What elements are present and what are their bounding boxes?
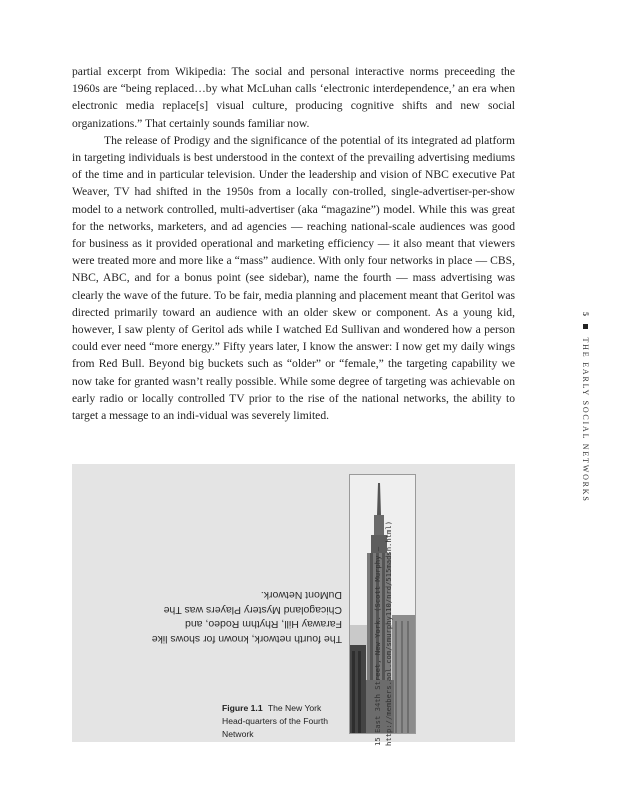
sidebar-text: The fourth network, known for shows like Faraway Hill, Rhythm Rodeo, and Chicagoland Mystery Players was The DuMont Network. bbox=[151, 589, 342, 645]
figure-caption-text: The New York Head-quarters of the Fourth Network bbox=[222, 703, 329, 739]
sidebar-box bbox=[72, 464, 515, 742]
paragraph: partial excerpt from Wikipedia: The social and personal interactive norms preceeding the 1960s are “being replaced…by what McLuhan calls ‘electronic interdependence,’ an era when electronic media replace[s] visual culture, producing cognitive shifts and new social organizations.” That certainly sounds familiar now. bbox=[72, 65, 515, 130]
page-number: 5 bbox=[581, 312, 590, 316]
figure-label: Figure 1.1 bbox=[222, 703, 263, 713]
square-bullet-icon bbox=[583, 324, 588, 329]
figure-caption bbox=[222, 702, 340, 741]
running-head-title: THE EARLY SOCIAL NETWORKS bbox=[581, 337, 590, 503]
running-head bbox=[581, 312, 590, 503]
body-text bbox=[72, 63, 515, 424]
paragraph: The release of Prodigy and the significance of the potential of its integrated ad platform in targeting individuals is best understood in the context of the prevailing advertising mediums of the time and in particular television. Under the leadership and vision of NBC executive Pat Weaver, TV had shifted in the 1950s from a locally con-trolled, single-advertiser-per-show model to a network controlled, multi-advertiser (aka “magazine”) model. While this was great for the networks, marketers, and ad agencies — reaching national-scale audiences was good for business as it provided operational and marketing efficiency — it also meant that viewers were treated more and more like a “mass” audience. With only four networks in place — CBS, NBC, ABC, and for a bonus point (see sidebar), name the fourth — mass advertising was clearly the wave of the future. To be fair, media planning and placement meant that Geritol was directed primarily toward an audience with an older skew or component. As a young kid, however, I saw plenty of Geritol ads while I watched Ed Sullivan and wondered how a person could ever need “more energy.” Fifty years later, I know the answer: I now get my daily wings from Red Bull. Beyond big buckets such as “older” or “female,” the targeting capability we now take for granted wasn’t really possible. While some degree of targeting was achievable on early radio or locally controlled TV prior to the rise of the national networks, the ability to target a message to an indi-vidual was severely limited. bbox=[72, 133, 515, 423]
photo-credit: 15 East 34th Street, New York. (Scott Murphy — http://members.aol.com/smurphy110/nrd/515madsn.html) bbox=[373, 520, 393, 746]
